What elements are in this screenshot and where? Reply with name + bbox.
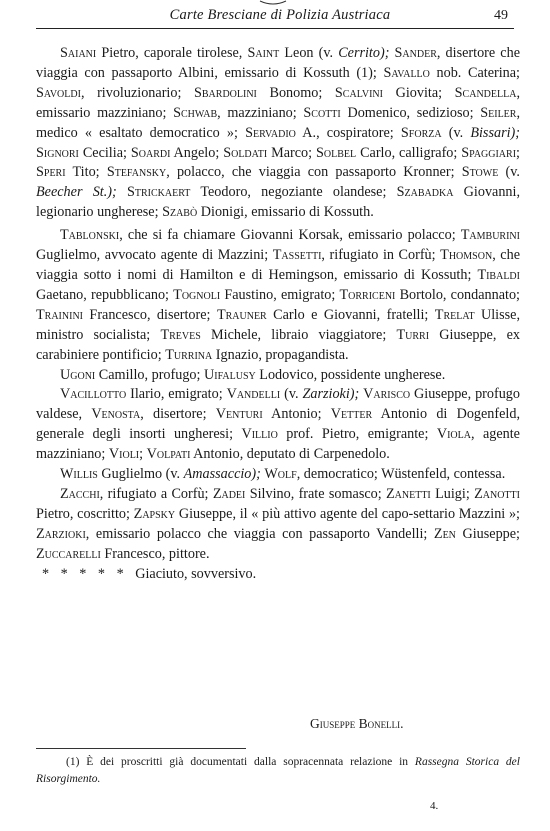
italic-reference: Cerrito); [338,45,390,61]
italic-reference: Bissari); [470,124,520,141]
surname: Sander [394,45,437,61]
surname: Strickaert [126,184,191,201]
text-run: Luigi; [430,485,475,502]
text-run: Gaetano, repubblicano; [36,286,174,303]
surname: Zanotti [474,485,520,502]
text-run: (v. [498,164,520,181]
closing-text: Giaciuto, sovversivo. [135,565,257,582]
surname: Savallo [383,64,430,81]
surname: Wolf [264,466,297,483]
page-mark: 4. [430,800,439,812]
surname: Scotti [303,104,341,121]
surname: Trainini [36,306,83,323]
text-run: Francesco, pittore. [100,545,210,562]
text-run: , democratico; Wüstenfeld, contessa. [296,466,506,483]
text-run: A., cospiratore; [295,124,401,141]
page-number: 49 [494,8,508,23]
body-text [36,44,520,584]
header-ornament-icon [258,0,288,6]
surname: Viola [436,426,471,443]
surname: Soardi [130,144,171,161]
text-run: Giuseppe, il « più attivo agente del capo-settario Mazzini »; [175,505,520,522]
surname: Varisco [363,386,411,403]
paragraph-w [36,465,520,485]
surname: Tassetti [272,247,322,264]
text-run: ; [516,144,520,161]
text-run: Cecilia; [78,144,131,161]
text-run: , disertore; [140,406,216,423]
surname: Solbel [316,144,357,161]
surname: Zanetti [386,485,431,502]
text-run: Guglielmo, avvocato agente di Mazzini; [36,247,273,264]
text-run: Domenico, sedizioso; [340,104,481,121]
text-run: Carlo, calligrafo; [356,144,462,161]
surname: Ugoni [60,366,96,383]
text-run: Carlo e Giovanni, fratelli; [266,306,435,323]
surname: Seiler [480,104,517,121]
surname: Sforza [400,124,442,141]
paragraph-t [36,226,520,365]
header-rule [36,28,514,29]
text-run: Marco; [267,144,317,161]
text-run: Pietro, caporale tirolese, [96,45,248,61]
surname: Servadio [245,124,296,141]
text-run: Giovita; [382,84,455,101]
surname: Thomson [440,247,493,264]
text-run: (v. [280,386,303,403]
surname: Trelat [434,306,475,323]
text-run: Antonio, deputato di Carpenedolo. [190,446,390,463]
text-run: Ulisse, ministro socialista; [36,306,521,343]
paragraph-s [36,44,520,223]
surname: Torriceni [339,286,396,303]
surname: Vacillotto [60,386,127,403]
closing-line [36,565,520,585]
footnote [36,754,520,788]
asterisks: * * * * * [42,565,128,582]
surname: Spaggiari [461,144,517,161]
author-signature: Giuseppe Bonelli. [310,716,404,731]
text-run: Leon (v. [279,45,339,61]
text-run: Camillo, profugo; [95,366,205,383]
text-run: Ignazio, propagandista. [212,346,349,363]
text-run: Faustino, emigrato; [220,286,340,303]
text-run: Giuseppe, profugo valdese, [36,386,520,423]
surname: Sbardolini [194,84,257,101]
surname: Zen [433,525,456,542]
surname: Turrina [165,346,213,363]
text-run: , polacco, che viaggia con passaporto Kronner; [166,164,462,181]
surname: Uifalusy [204,366,256,383]
text-run: Giovanni, legionario ungherese; [36,184,521,221]
text-run: ; [139,446,147,463]
text-run: Guglielmo (v. [97,466,184,483]
text-run: , disertore che viaggia con passaporto Albini, emissario di Kossuth (1); [36,45,520,81]
surname: Speri [36,164,66,181]
paragraph-z [36,485,520,565]
text-run: Tito; [65,164,107,181]
surname: Saint [247,45,280,61]
text-run: , che si fa chiamare Giovanni Korsak, emissario polacco; [119,227,461,244]
surname: Zacchi [60,485,100,502]
surname: Szabò [162,204,198,221]
italic-reference: Zarzioki); [302,386,360,403]
surname: Signori [36,144,79,161]
text-run: Lodovico, possidente ungherese. [255,366,446,383]
text-run: , emissario mazziniano; [36,84,520,121]
text-run: Michele, libraio viaggiatore; [200,326,397,343]
text-run: Pietro, coscritto; [36,505,134,522]
text-run: Antonio; [262,406,331,423]
running-header-title: Carte Bresciane di Polizia Austriaca [169,7,391,23]
surname: Zarzioki [36,525,86,542]
surname: Zadei [212,485,246,502]
text-run: Bonomo; [256,84,335,101]
text-run: Giuseppe; [455,525,520,542]
surname: Scandella [454,84,517,101]
surname: Tognoli [173,286,221,303]
surname: Villio [241,426,278,443]
surname: Tibaldi [477,266,520,283]
italic-reference: Amassaccio); [183,466,261,483]
text-run: prof. Pietro, emigrante; [277,426,437,443]
text-run: (v. [441,124,471,141]
paragraph-u [36,366,520,386]
surname: Treves [160,326,201,343]
text-run: Antonio di Dogenfeld, generale degli insorti ungheresi; [36,406,521,443]
surname: Zapsky [133,505,176,522]
text-run: , mazziniano; [217,104,304,121]
text-run: (1) È dei proscritti già documentati dalla sopracennata relazione in [66,756,415,768]
surname: Scalvini [334,84,383,101]
text-run: , rivoluzionario; [80,84,194,101]
italic-reference: Rassegna Storica del Risorgimento. [36,756,520,785]
surname: Zuccarelli [36,545,101,562]
text-run: , che viaggia sotto i nomi di Hamilton e di Hemingson, emissario di Kossuth; [36,247,520,283]
text-run [117,184,127,200]
surname: Saiani [60,45,97,61]
text-run: Teodoro, negoziante olandese; [190,184,397,201]
surname: Volpati [146,446,191,463]
surname: Schwab [173,104,218,121]
text-run: Giuseppe, ex carabiniere pontificio; [36,326,521,363]
surname: Vetter [330,406,373,423]
text-run: Angelo; [170,144,224,161]
text-run: , medico « esaltato democratico »; [36,104,520,141]
text-run: Silvino, frate somasco; [245,485,386,502]
footnote-rule [36,748,246,749]
text-run: , emissario polacco che viaggia con passaporto Vandelli; [85,525,434,542]
surname: Venturi [215,406,263,423]
surname: Vandelli [226,386,281,403]
text-run: Dionigi, emissario di Kossuth. [197,204,374,221]
surname: Stefansky [106,164,167,181]
surname: Turri [396,326,430,343]
paragraph-v [36,385,520,465]
surname: Tamburini [460,227,520,244]
text-run: Ilario, emigrato; [126,386,227,403]
surname: Soldati [223,144,268,161]
surname: Savoldi [36,84,81,101]
text-run: , agente mazziniano; [36,426,520,463]
surname: Trauner [216,306,267,323]
surname: Venosta [91,406,141,423]
text-run: Francesco, disertore; [83,306,217,323]
text-run: nob. Caterina; [429,64,520,81]
surname: Willis [60,466,98,483]
text-run: , rifugiato in Corfù; [321,247,441,264]
italic-reference: Beecher St.); [36,184,117,201]
text-run: , rifugiato a Corfù; [99,485,213,502]
text-run: Bortolo, condannato; [395,286,520,303]
surname: Tablonski [60,227,120,244]
surname: Stowe [461,164,499,181]
surname: Violi [108,446,140,463]
surname: Szabadka [396,184,454,201]
